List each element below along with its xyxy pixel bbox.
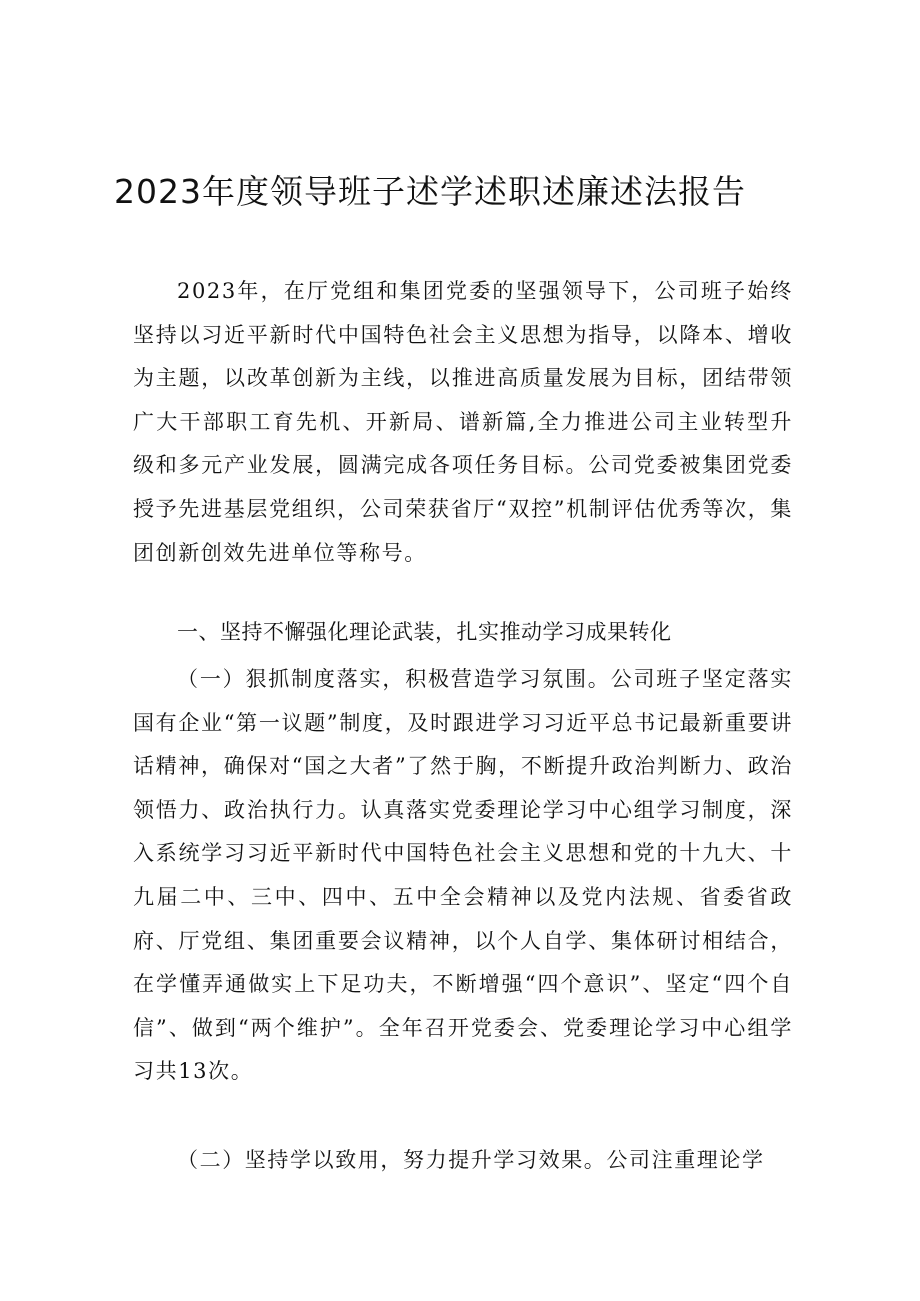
intro-paragraph: 2023年，在厅党组和集团党委的坚强领导下，公司班子始终坚持以习近平新时代中国特色社会主义思想为指导，以降本、增收为主题，以改革创新为主线，以推进高质量发展为目标，团结带领广大干部职工育先机、开新局、谱新篇,全力推进公司主业转型升级和多元产业发展，圆满完成各项任务目标。公司党委被集团党委授予先进基层党组织，公司荣获省厅“双控”机制评估优秀等次，集团创新创效先进单位等称号。 (133, 279, 793, 565)
document-title: 2023年度领导班子述学述职述廉述法报告 (114, 172, 746, 211)
sub-paragraph-1: （一）狠抓制度落实，积极营造学习氛围。公司班子坚定落实国有企业“第一议题”制度，及时跟进学习习近平总书记最新重要讲话精神，确保对“国之大者”了然于胸，不断提升政治判断力、政治领悟力、政治执行力。认真落实党委理论学习中心组学习制度，深入系统学习习近平新时代中国特色社会主义思想和党的十九大、十九届二中、三中、四中、五中全会精神以及党内法规、省委省政府、厅党组、集团重要会议精神，以个人自学、集体研讨相结合，在学懂弄通做实上下足功夫，不断增强“四个意识”、坚定“四个自信”、做到“两个维护”。全年召开党委会、党委理论学习中心组学习共13次。 (133, 667, 793, 1084)
section-heading: 一、坚持不懈强化理论武装，扎实推动学习成果转化 (177, 620, 672, 644)
sub-paragraph-2: （二）坚持学以致用，努力提升学习效果。公司注重理论学 (177, 1148, 765, 1172)
